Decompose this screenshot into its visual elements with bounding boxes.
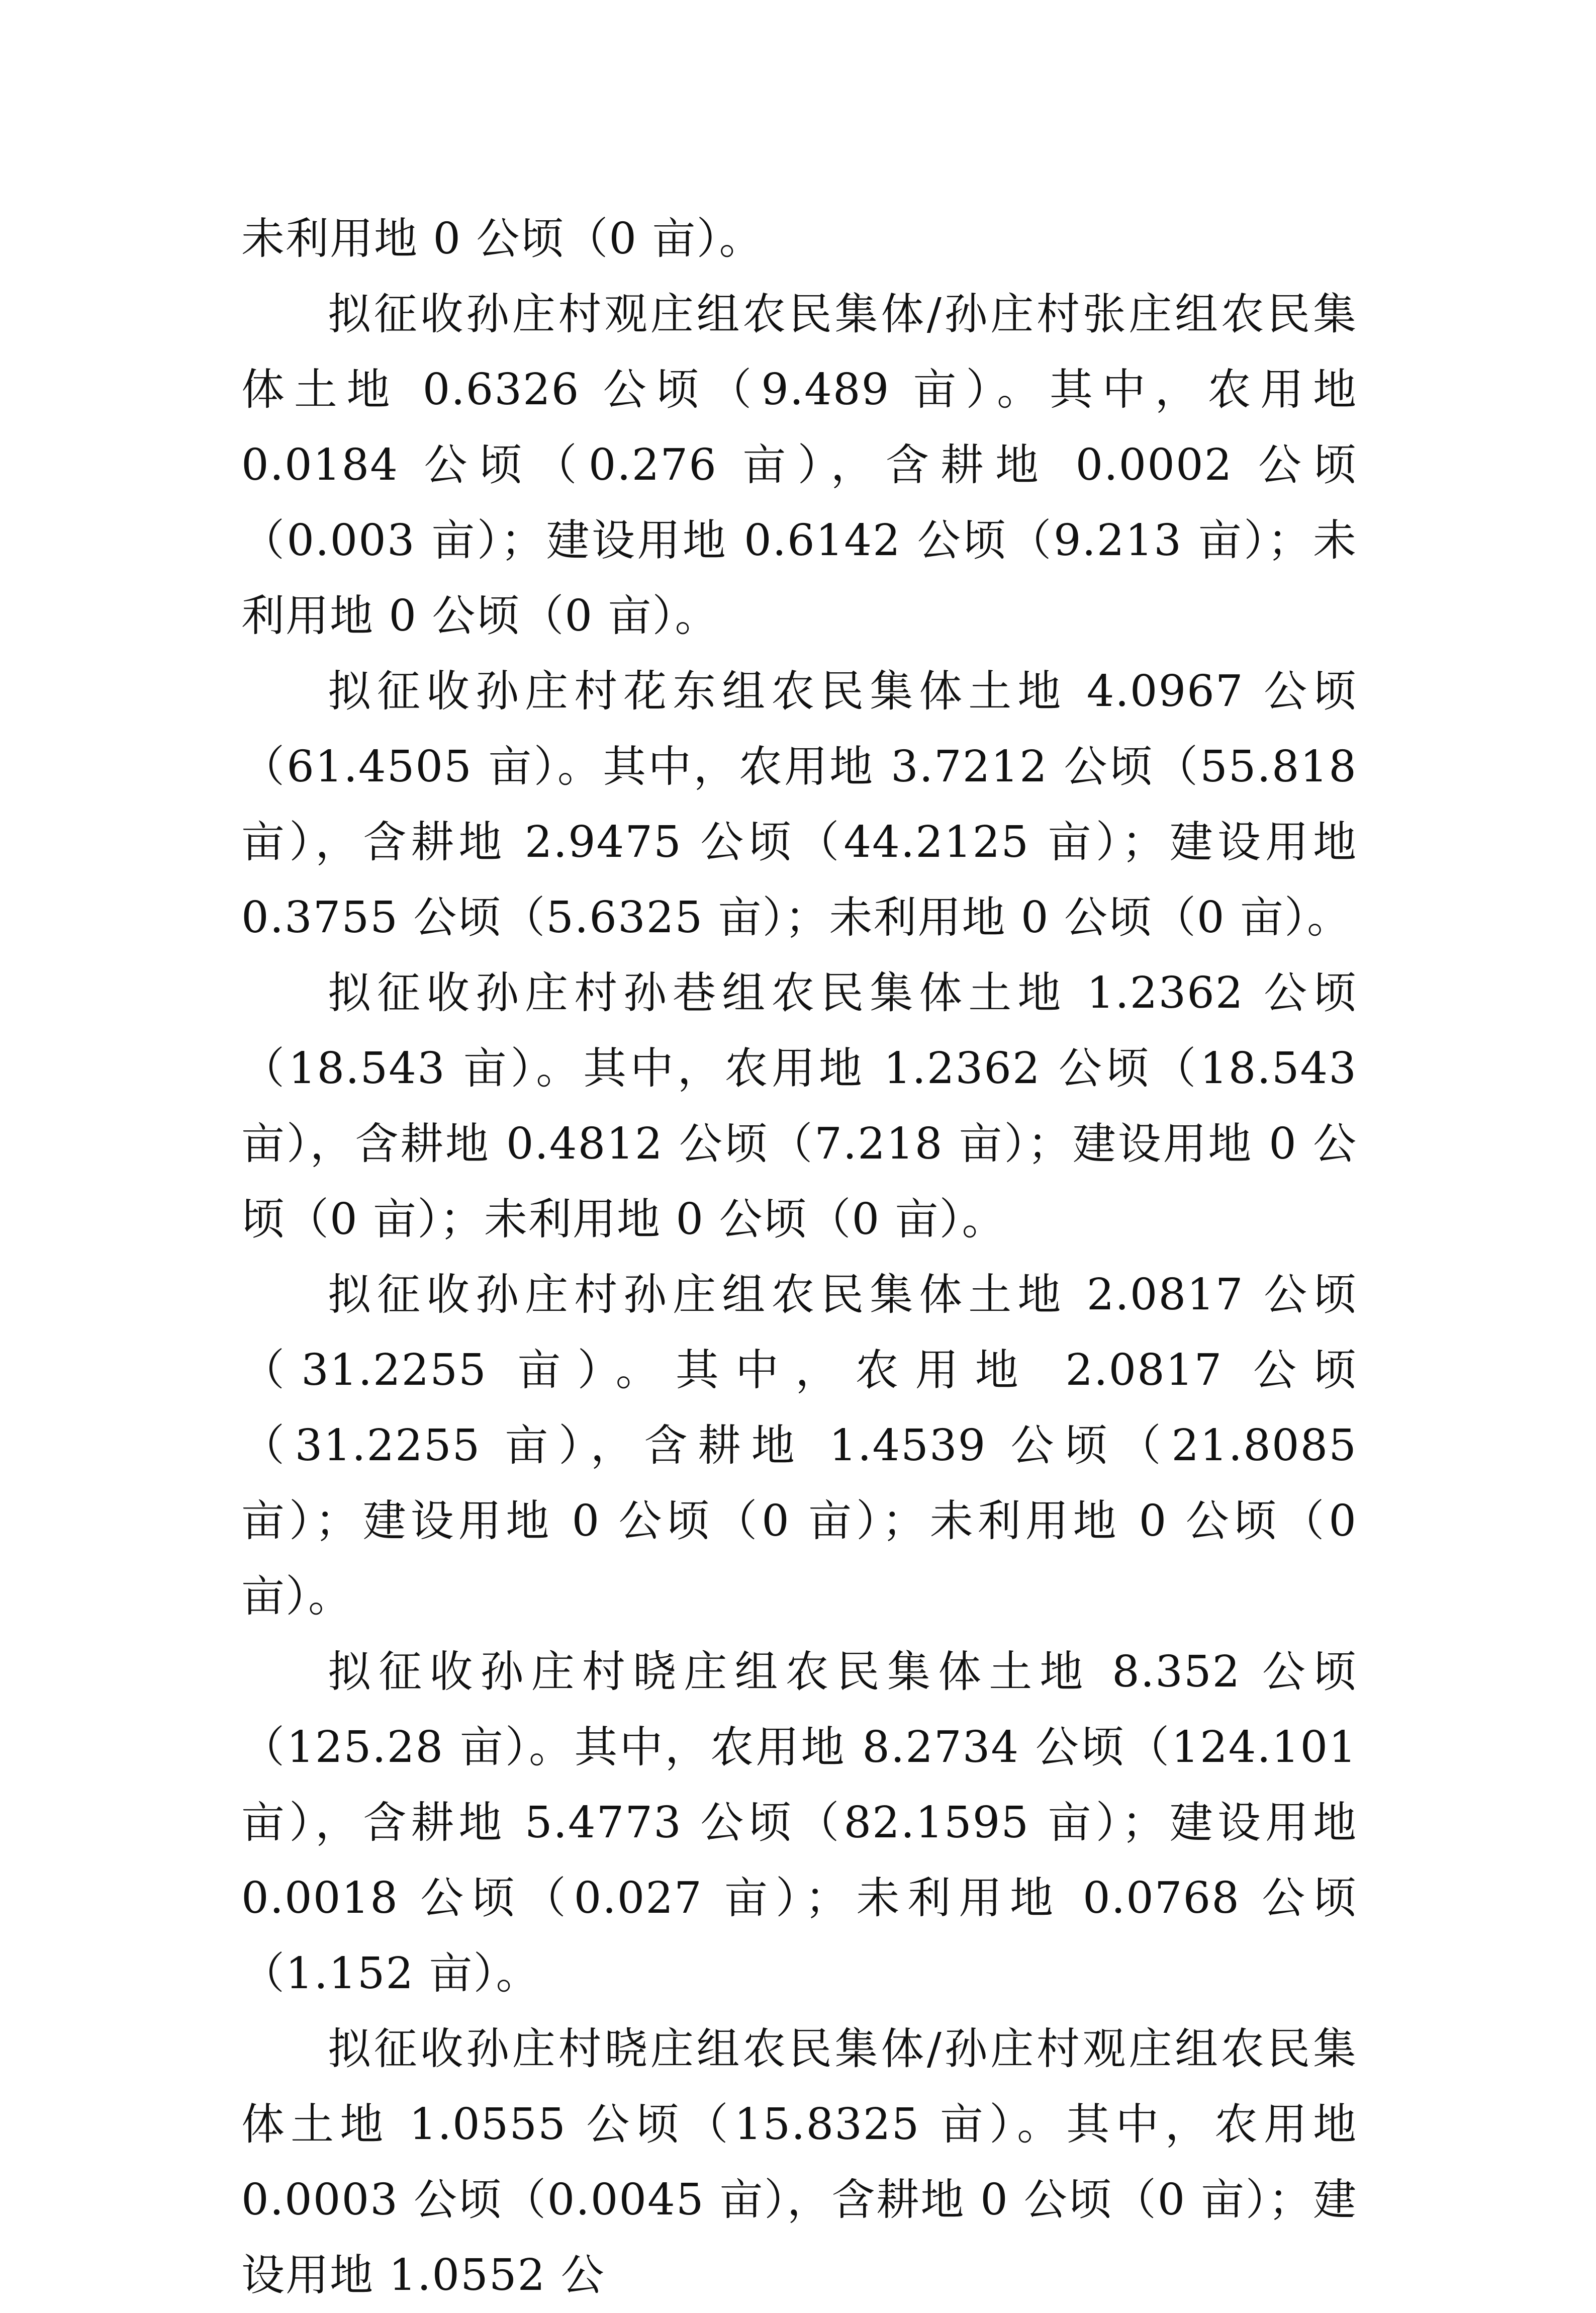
- paragraph-continuation: 未利用地 0 公顷（0 亩）。: [241, 214, 764, 264]
- paragraph-huadong: 拟征收孙庄村花东组农民集体土地 4.0967 公顷（61.4505 亩）。其中，农用地 3.7212 公顷（55.818 亩），含耕地 2.9475 公顷（44.2125 亩）；建设用地 0.3755 公顷（5.6325 亩）；未利用地 0 公顷（0 亩）。: [241, 666, 1357, 943]
- paragraph-xiaozhuang-guanzhuang: 拟征收孙庄村晓庄组农民集体/孙庄村观庄组农民集体土地 1.0555 公顷（15.8325 亩）。其中，农用地 0.0003 公顷（0.0045 亩），含耕地 0 公顷（0 亩）；建设用地 1.0552 公: [241, 2024, 1357, 2300]
- paragraph-xiaozhuang: 拟征收孙庄村晓庄组农民集体土地 8.352 公顷（125.28 亩）。其中，农用地 8.2734 公顷（124.101 亩），含耕地 5.4773 公顷（82.1595 亩）；建设用地 0.0018 公顷（0.027 亩）；未利用地 0.0768 公顷（1.152 亩）。: [241, 1647, 1357, 1999]
- paragraph-sunxiang: 拟征收孙庄村孙巷组农民集体土地 1.2362 公顷（18.543 亩）。其中，农用地 1.2362 公顷（18.543 亩），含耕地 0.4812 公顷（7.218 亩）；建设用地 0 公顷（0 亩）；未利用地 0 公顷（0 亩）。: [241, 968, 1357, 1244]
- document-page: [241, 201, 1357, 2313]
- paragraph-sunzhuang: 拟征收孙庄村孙庄组农民集体土地 2.0817 公顷（31.2255 亩）。其中，农用地 2.0817 公顷（31.2255 亩），含耕地 1.4539 公顷（21.8085 亩）；建设用地 0 公顷（0 亩）；未利用地 0 公顷（0 亩）。: [241, 1270, 1357, 1622]
- paragraph-guanzhuang-zhangzhuang: 拟征收孙庄村观庄组农民集体/孙庄村张庄组农民集体土地 0.6326 公顷（9.489 亩）。其中，农用地 0.0184 公顷（0.276 亩），含耕地 0.0002 公顷（0.003 亩）；建设用地 0.6142 公顷（9.213 亩）；未利用地 0 公顷（0 亩）。: [241, 289, 1357, 641]
